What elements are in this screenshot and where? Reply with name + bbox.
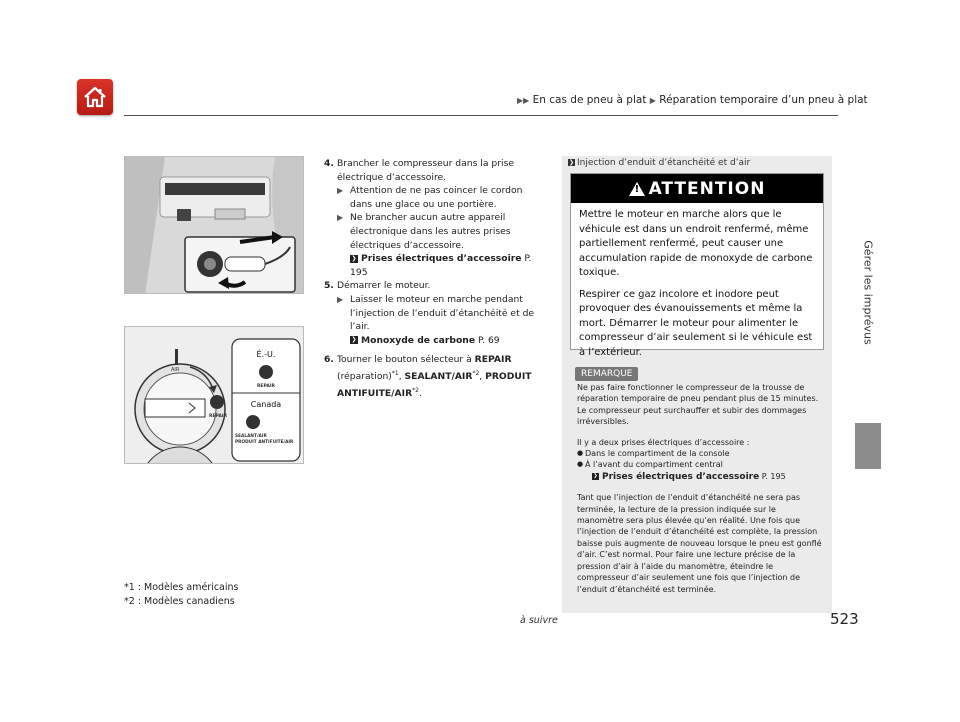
- note-text: Ne pas faire fonctionner le compresseur de la trousse de réparation temporaire de pneu pendant plus de 15 minutes. Le compresseur peut surchauffer et subir des dommages irréversibles.: [577, 383, 819, 427]
- continued-label: à suivre: [520, 615, 558, 626]
- note-badge: REMARQUE: [575, 367, 638, 381]
- warning-icon: [629, 182, 645, 196]
- footnote: *2 : Modèles canadiens: [124, 596, 235, 607]
- cross-reference-link[interactable]: ❯ Prises électriques d’accessoire P. 195: [350, 253, 532, 278]
- note-bullet: ● Dans le compartiment de la console: [577, 448, 825, 459]
- reference-icon: ❯: [593, 472, 598, 479]
- footnotes: [124, 581, 239, 609]
- us-repair-label: REPAIR: [256, 384, 276, 389]
- sub-arrow-icon: ▶: [337, 294, 344, 304]
- knob-repair-label: REPAIR: [209, 414, 228, 419]
- reference-icon: ❯: [351, 336, 357, 344]
- warning-box: [570, 173, 824, 358]
- footnote: *1 : Modèles américains: [124, 582, 239, 593]
- warning-text: Mettre le moteur en marche alors que le véhicule est dans un endroit renfermé, même partiellement renfermé, peut causer une accumulation rapide de monoxyde de carbone toxique.: [579, 209, 813, 278]
- illustration-selector-knob: [124, 326, 304, 464]
- us-model-label: É.-U.: [256, 350, 276, 359]
- reference-icon: ❯: [568, 159, 575, 166]
- warning-text: Respirer ce gaz incolore et inodore peut provoquer des évanouissements et même la mort. Démarrer le moteur pour alimenter le compresseur d’air seulement si le véhicule est à l’extérieur.: [579, 288, 813, 358]
- step-4-note: ▶ Attention de ne pas coincer le cordon dans une glace ou une portière.: [337, 185, 523, 210]
- notes: [577, 382, 825, 604]
- canada-sealant-label: SEALANT/AIR: [235, 434, 267, 439]
- header-divider: [124, 115, 838, 116]
- illustration-accessory-socket: [124, 156, 304, 294]
- cross-reference-link[interactable]: ❯ Monoxyde de carbone P. 69: [351, 334, 500, 346]
- canada-model-label: Canada: [250, 400, 282, 409]
- step-6: 6. Tourner le bouton sélecteur à REPAIR (réparation)$^{*1}$, SEALANT/AIR$^{*2}$, PRODUIT ANTIFUITE/AIR$^{*2}$.: [324, 354, 532, 399]
- chapter-indicator-bar: [855, 423, 881, 469]
- sidebar-panel: [562, 156, 832, 613]
- note-text: Tant que l’injection de l’enduit d’étanchéité ne sera pas terminée, la lecture de la pression indiquée sur le manomètre sera plus élevée qu’en réalité. Une fois que l’injection de l’enduit d’étanchéité est complète, la pression baisse puis augmente de nouveau lorsque le pneu est gonflé d’air. C’est normal. Pour faire une lecture précise de la pression d’air à l’aide du manomètre, éteindre le compresseur d’air seulement une fois que l’injection de l’enduit d’étanchéité est terminée.: [577, 493, 822, 594]
- breadcrumb-arrow-icon: ▶▶: [517, 96, 530, 105]
- step-5: 5. Démarrer le moteur.: [324, 280, 431, 292]
- step-4: 4. Brancher le compresseur dans la prise électrique d’accessoire.: [324, 158, 515, 183]
- sub-arrow-icon: ▶: [337, 213, 344, 223]
- chapter-tab-label: Gérer les imprévus: [861, 240, 875, 345]
- step-4-note: ▶ Ne brancher aucun autre appareil électronique dans les autres prises électriques d’accessoire.: [337, 212, 511, 251]
- home-button[interactable]: [77, 79, 113, 115]
- canada-produit-label: PRODUIT ANTIFUITE/AIR: [235, 440, 294, 445]
- note-text: Il y a deux prises électriques d’accessoire :: [577, 437, 750, 447]
- breadcrumb: [517, 94, 868, 106]
- instruction-steps: [324, 157, 546, 400]
- panel-title: ❯ Injection d’enduit d’étanchéité et d’air: [568, 158, 751, 168]
- warning-header: ! ATTENTION: [571, 174, 823, 203]
- page-number: 523: [830, 610, 859, 628]
- chapter-tab[interactable]: [855, 160, 881, 425]
- air-label: AIR: [171, 367, 180, 373]
- sub-arrow-icon: ▶: [337, 186, 344, 196]
- home-icon: [83, 86, 107, 108]
- breadcrumb-arrow-icon: ▶: [649, 96, 656, 105]
- breadcrumb-item[interactable]: Réparation temporaire d’un pneu à plat: [659, 94, 868, 106]
- step-5-note: ▶ Laisser le moteur en marche pendant l’injection de l’enduit d’étanchéité et de l’air.: [337, 293, 535, 333]
- breadcrumb-item[interactable]: En cas de pneu à plat: [532, 94, 647, 106]
- note-bullet: ● À l’avant du compartiment central: [577, 459, 825, 470]
- reference-icon: ❯: [351, 254, 357, 262]
- cross-reference-link[interactable]: ❯ Prises électriques d’accessoire P. 195: [593, 471, 786, 482]
